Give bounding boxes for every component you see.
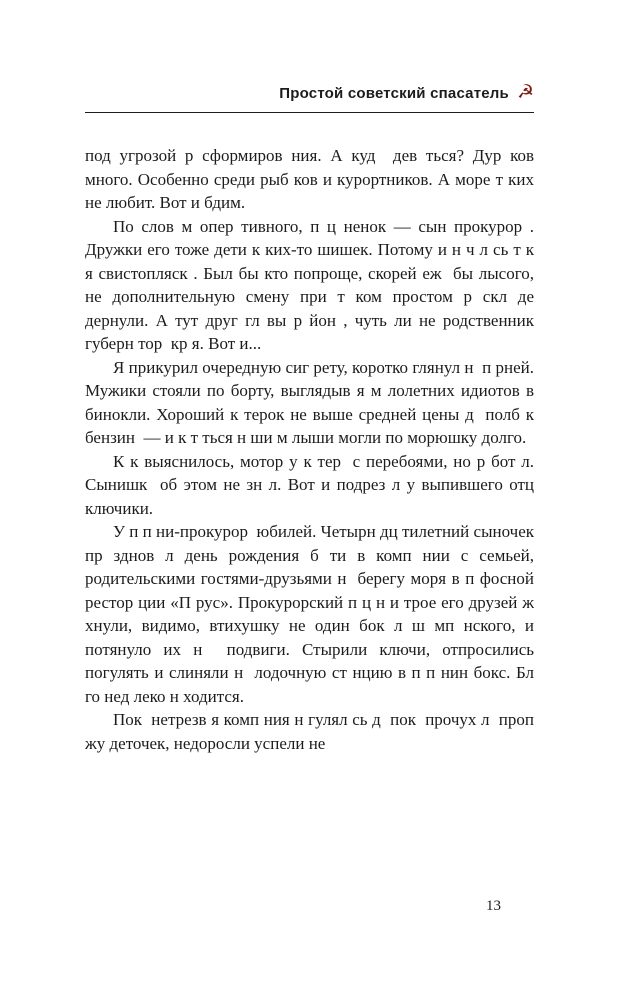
paragraph: под угрозой р сформиров ния. А куд дев ться? Дур ков много. Особенно среди рыб ков и курортников. А море т ких не любит. Вот и бдим. bbox=[85, 146, 539, 212]
paragraph: Пок нетрезв я комп ния н гулял сь д пок прочух л проп жу деточек, недоросли успели не bbox=[85, 710, 539, 753]
page-number: 13 bbox=[486, 898, 501, 914]
paragraph: Я прикурил очередную сиг рету, коротко глянул н п рней. Мужики стояли по борту, выглядыв я м лолетних идиотов в бинокли. Хороший к терок не выше средней цены д полб к бензин — и к т ться н ши м лыши могли по морюшку долго. bbox=[85, 357, 543, 447]
header-rule bbox=[85, 112, 534, 113]
paragraph: По слов м опер тивного, п ц ненок — сын прокурор . Дружки его тоже дети к ких-то шишек. Потому и н ч л сь т к я свистопляск . Был бы кто попроще, скорей еж бы лысого, не дополнительную смену при т ком простом р скл де дернули. А тут друг гл вы р йон , чуть ли не родственник губерн тор кр я. Вот и... bbox=[85, 216, 543, 353]
page-header bbox=[85, 81, 534, 112]
paragraph: У п п ни-прокурор юбилей. Четырн дц тилетний сыночек пр зднов л день рождения б ти в комп нии с семьей, родительскими гостями-друзьями н берегу моря в п фосной рестор ции «П рус». Прокурорский п ц н и трое его друзей ж хнули, видимо, втихушку не один бок л ш мп нского, и потянуло их н подвиги. Стырили ключи, отпросились погулять и слиняли н лодочную ст нцию в п п нин бокс. Бл го нед леко н ходится. bbox=[85, 522, 539, 706]
header-title: Простой советский спасатель bbox=[279, 85, 509, 102]
hammer-and-sickle-icon: ☭ bbox=[516, 81, 534, 103]
body-text bbox=[85, 144, 543, 755]
page-footer bbox=[85, 898, 501, 915]
paragraph: К к выяснилось, мотор у к тер с перебоями, но р бот л. Сынишк об этом не зн л. Вот и подрез л у выпившего отц ключики. bbox=[85, 451, 543, 518]
